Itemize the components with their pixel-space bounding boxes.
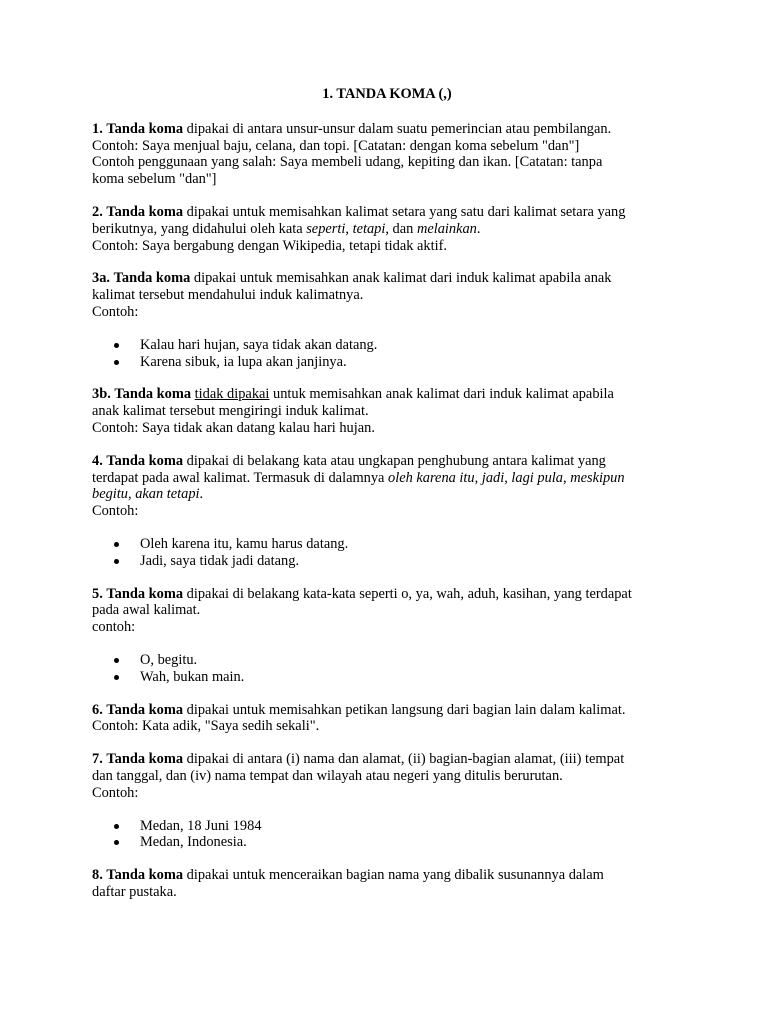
bullet-icon — [114, 840, 119, 845]
phrase-meskipun: meskipun — [570, 469, 625, 486]
section-2-number: 2. — [92, 203, 103, 220]
section-5-line-2: pada awal kalimat. — [92, 602, 201, 619]
section-3a-label: Tanda koma — [113, 270, 191, 287]
bullet-icon — [114, 542, 119, 547]
word-tetapi: tetapi — [352, 220, 386, 237]
section-6-line-2: Contoh: Kata adik, "Saya sedih sekali". — [92, 718, 320, 735]
section-3b-text: untuk memisahkan anak kalimat dari induk kalimat apabila — [273, 386, 614, 403]
section-7-line-2: dan tanggal, dan (iv) nama tempat dan wilayah atau negeri yang ditulis berurutan. — [92, 767, 563, 784]
section-2-label: Tanda koma — [106, 203, 184, 220]
section-3b-underlined: tidak dipakai — [194, 386, 270, 403]
section-5-label: Tanda koma — [106, 585, 184, 602]
list-item-text: Jadi, saya tidak jadi datang. — [140, 552, 300, 569]
bullet-icon — [114, 360, 119, 365]
section-4-label: Tanda koma — [106, 452, 184, 469]
section-8-line-2: daftar pustaka. — [92, 883, 177, 900]
document-page — [92, 86, 682, 917]
phrase-oleh-karena-itu: oleh karena itu — [388, 469, 475, 486]
section-4-line-4: Contoh: — [92, 503, 139, 520]
section-8-text: dipakai untuk menceraikan bagian nama yang dibalik susunannya dalam — [186, 867, 604, 884]
section-3b-number: 3b. — [92, 386, 111, 403]
bullet-icon — [114, 824, 119, 829]
section-7-number: 7. — [92, 751, 103, 768]
section-2-line-2 — [92, 221, 682, 238]
section-1 — [92, 121, 682, 188]
section-1-label: Tanda koma — [106, 120, 184, 137]
list-item-text: Medan, 18 Juni 1984 — [140, 817, 262, 834]
bullet-icon — [114, 343, 119, 348]
phrase-begitu: begitu — [92, 486, 128, 503]
list-item-text: Kalau hari hujan, saya tidak akan datang. — [140, 336, 378, 353]
section-3a-number: 3a. — [92, 270, 110, 287]
section-4-examples — [92, 536, 682, 570]
sep: . — [199, 486, 204, 503]
section-4-number: 4. — [92, 452, 103, 469]
phrase-jadi: jadi — [481, 469, 505, 486]
section-8-line-1 — [92, 867, 682, 884]
section-2 — [92, 204, 682, 254]
section-4-line-3 — [92, 486, 682, 503]
bullet-icon — [114, 675, 119, 680]
section-3a-examples — [92, 337, 682, 371]
section-5 — [92, 586, 682, 636]
section-5-number: 5. — [92, 585, 103, 602]
section-8-number: 8. — [92, 867, 103, 884]
sep: , — [563, 469, 571, 486]
list-item-text: Oleh karena itu, kamu harus datang. — [140, 535, 349, 552]
document-title: 1. TANDA KOMA (,) — [322, 86, 452, 102]
section-1-line-1 — [92, 121, 682, 138]
list-item — [92, 818, 682, 835]
section-3b-line-3: Contoh: Saya tidak akan datang kalau hari hujan. — [92, 419, 375, 436]
section-1-line-4: koma sebelum "dan"] — [92, 171, 217, 188]
section-5-line-3: contoh: — [92, 619, 136, 636]
list-item-text: Wah, bukan main. — [140, 668, 245, 685]
section-3b-line-2: anak kalimat tersebut mengiringi induk kalimat. — [92, 403, 369, 420]
sep: , — [474, 469, 482, 486]
section-4-line-2 — [92, 470, 682, 487]
list-item — [92, 834, 682, 851]
list-item — [92, 337, 682, 354]
section-4-text: dipakai di belakang kata atau ungkapan penghubung antara kalimat yang — [186, 452, 606, 469]
word-melainkan: melainkan — [416, 220, 477, 237]
section-3a — [92, 270, 682, 320]
list-item-text: O, begitu. — [140, 651, 198, 668]
section-1-text: dipakai di antara unsur-unsur dalam suatu pemerincian atau pembilangan. — [186, 120, 612, 137]
list-item-text: Medan, Indonesia. — [140, 834, 247, 851]
section-8 — [92, 867, 682, 901]
section-7-examples — [92, 818, 682, 852]
list-item — [92, 652, 682, 669]
section-5-text: dipakai di belakang kata-kata seperti o, ya, wah, aduh, kasihan, yang terdapat — [186, 585, 632, 602]
section-1-line-3: Contoh penggunaan yang salah: Saya membeli udang, kepiting dan ikan. [Catatan: tanpa — [92, 154, 603, 171]
section-6-line-1 — [92, 702, 682, 719]
section-7-line-1 — [92, 751, 682, 768]
section-3b-line-1 — [92, 386, 682, 403]
section-1-number: 1. — [92, 120, 103, 137]
sep: , dan — [385, 220, 417, 237]
sep: . — [476, 220, 481, 237]
section-8-label: Tanda koma — [106, 867, 184, 884]
sep: , — [127, 486, 136, 503]
section-7-line-3: Contoh: — [92, 784, 139, 801]
bullet-icon — [114, 559, 119, 564]
list-item — [92, 669, 682, 686]
section-7-text: dipakai di antara (i) nama dan alamat, (ii) bagian-bagian alamat, (iii) tempat — [186, 751, 625, 768]
bullet-icon — [114, 658, 119, 663]
section-2-line-2-text: berikutnya, yang didahului oleh kata — [92, 220, 307, 237]
sep: , — [345, 220, 353, 237]
list-item-text: Karena sibuk, ia lupa akan janjinya. — [140, 353, 347, 370]
section-2-line-3: Contoh: Saya bergabung dengan Wikipedia, tetapi tidak aktif. — [92, 237, 447, 254]
section-6-text: dipakai untuk memisahkan petikan langsung dari bagian lain dalam kalimat. — [186, 701, 626, 718]
section-1-line-2: Contoh: Saya menjual baju, celana, dan topi. [Catatan: dengan koma sebelum "dan"] — [92, 137, 580, 154]
section-7-label: Tanda koma — [106, 751, 184, 768]
section-6 — [92, 702, 682, 736]
section-3b — [92, 386, 682, 436]
section-4-line-2-text: terdapat pada awal kalimat. Termasuk di dalamnya — [92, 469, 389, 486]
section-7 — [92, 751, 682, 801]
section-3a-line-3: Contoh: — [92, 303, 139, 320]
section-3a-line-1 — [92, 270, 682, 287]
word-seperti: seperti — [306, 220, 346, 237]
section-2-line-1 — [92, 204, 682, 221]
list-item — [92, 354, 682, 371]
section-4-line-1 — [92, 453, 682, 470]
section-3a-text: dipakai untuk memisahkan anak kalimat dari induk kalimat apabila anak — [193, 270, 612, 287]
section-2-text: dipakai untuk memisahkan kalimat setara yang satu dari kalimat setara yang — [186, 203, 626, 220]
section-5-line-1 — [92, 586, 682, 603]
phrase-lagi-pula: lagi pula — [511, 469, 563, 486]
section-4 — [92, 453, 682, 520]
sep: , — [504, 469, 512, 486]
section-5-examples — [92, 652, 682, 686]
phrase-akan-tetapi: akan tetapi — [135, 486, 200, 503]
section-6-label: Tanda koma — [106, 701, 184, 718]
section-3b-label: Tanda koma — [114, 386, 192, 403]
section-6-number: 6. — [92, 701, 103, 718]
list-item — [92, 536, 682, 553]
section-3a-line-2: kalimat tersebut mendahului induk kalimatnya. — [92, 287, 364, 304]
list-item — [92, 553, 682, 570]
